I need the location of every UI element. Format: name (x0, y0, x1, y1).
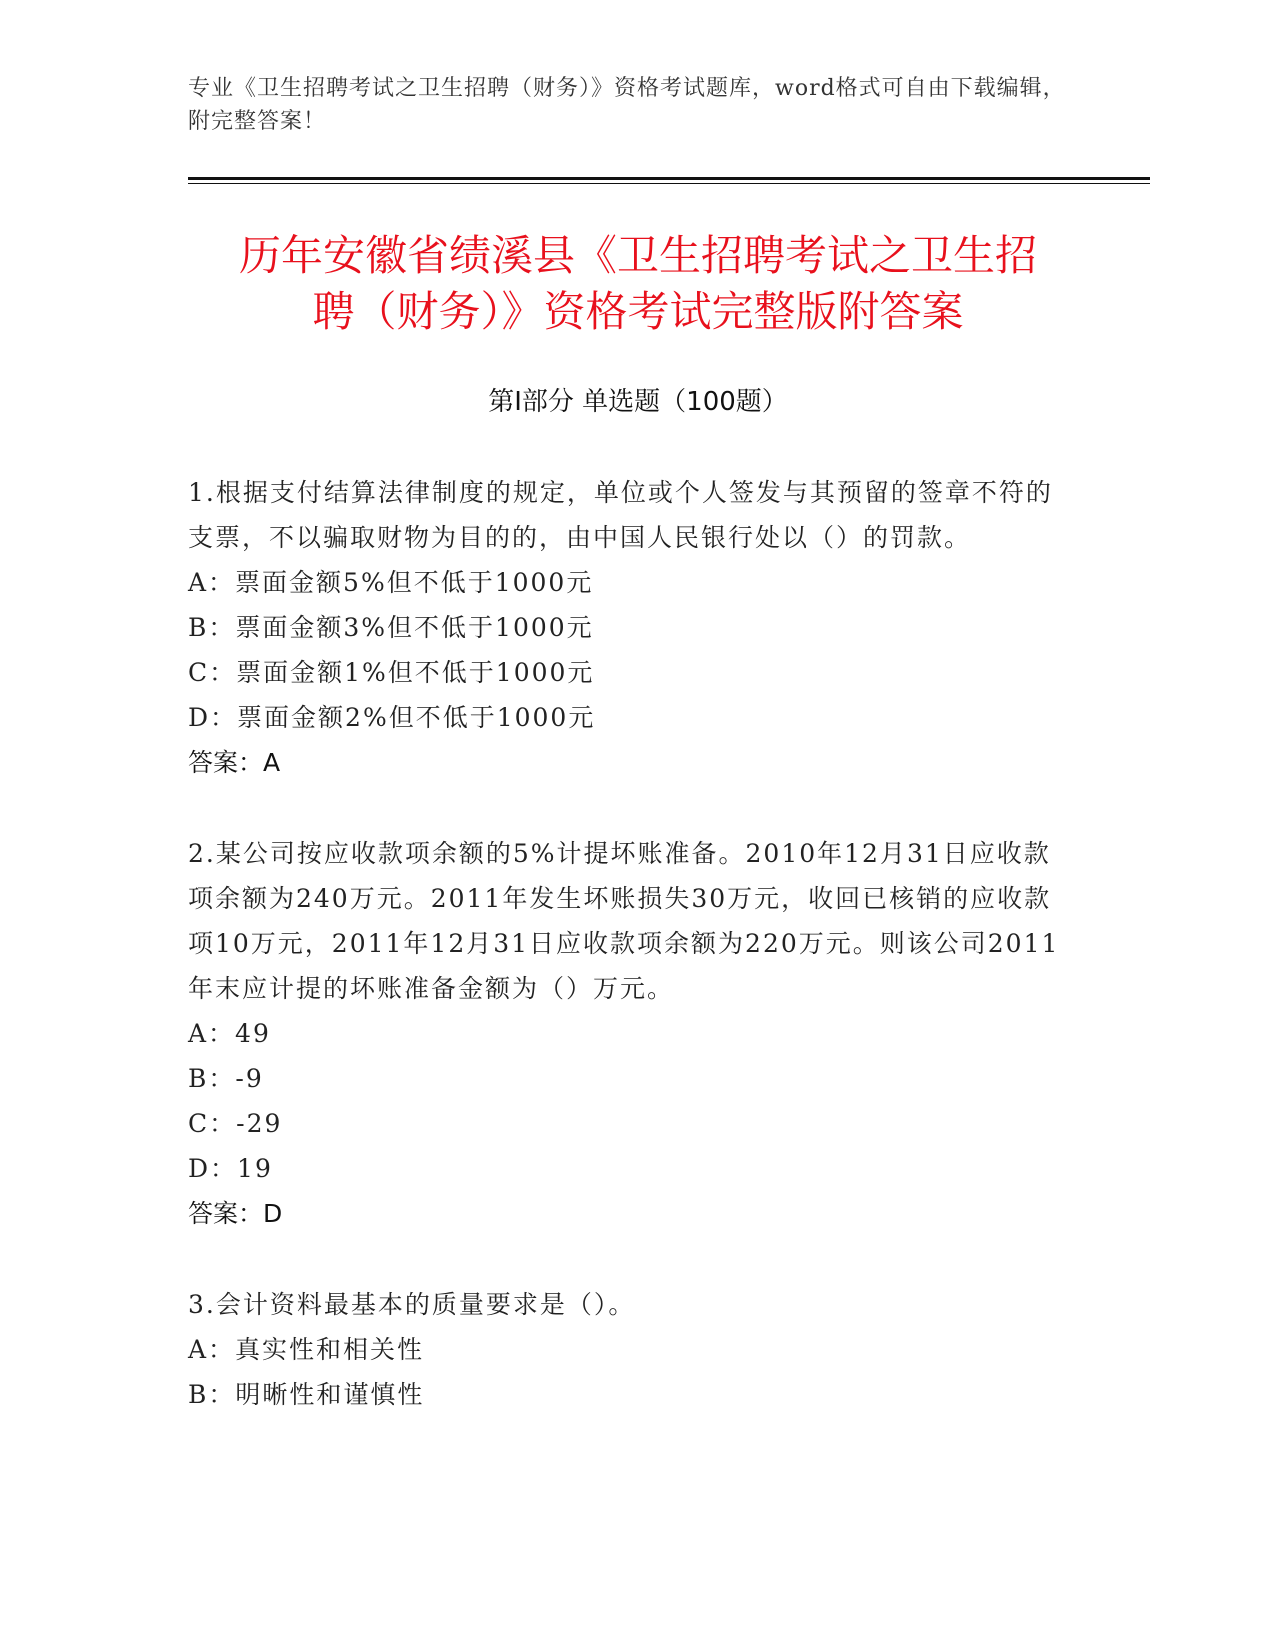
option-b: B：明晰性和谨慎性 (188, 1380, 425, 1409)
question-stem: 1.根据支付结算法律制度的规定，单位或个人签发与其预留的签章不符的支票，不以骗取财物为目的的，由中国人民银行处以（）的罚款。 (188, 478, 1053, 552)
question-1 (188, 470, 1068, 785)
question-stem: 3.会计资料最基本的质量要求是（）。 (188, 1290, 636, 1319)
option-d: D：19 (188, 1154, 273, 1183)
option-a: A：49 (188, 1019, 271, 1048)
question-2 (188, 831, 1068, 1236)
option-d: D：票面金额2%但不低于1000元 (188, 703, 596, 732)
title-line-2: 聘（财务）》资格考试完整版附答案 (312, 287, 964, 336)
option-b: B：票面金额3%但不低于1000元 (188, 613, 594, 642)
option-a: A：真实性和相关性 (188, 1335, 425, 1364)
header-divider-thin (188, 183, 1150, 184)
question-stem: 2.某公司按应收款项余额的5%计提坏账准备。2010年12月31日应收款项余额为240万元。2011年发生坏账损失30万元，收回已核销的应收款项10万元，2011年12月31日应收款项余额为220万元。则该公司2011年末应计提的坏账准备金额为（）万元。 (188, 839, 1060, 1003)
section-heading: 第Ⅰ部分 单选题（100题） (488, 387, 788, 417)
answer-line: 答案：A (188, 748, 281, 777)
option-a: A：票面金额5%但不低于1000元 (188, 568, 594, 597)
option-b: B：-9 (188, 1064, 264, 1093)
answer-line: 答案：D (188, 1199, 283, 1228)
option-c: C：-29 (188, 1109, 283, 1138)
option-c: C：票面金额1%但不低于1000元 (188, 658, 595, 687)
document-title (188, 228, 1088, 340)
question-3 (188, 1282, 1068, 1417)
header-divider-thick (188, 177, 1150, 180)
question-list (188, 470, 1068, 1463)
title-line-1: 历年安徽省绩溪县《卫生招聘考试之卫生招 (238, 231, 1037, 280)
header-note: 专业《卫生招聘考试之卫生招聘（财务）》资格考试题库，word格式可自由下载编辑，附完整答案！ (188, 76, 1066, 134)
